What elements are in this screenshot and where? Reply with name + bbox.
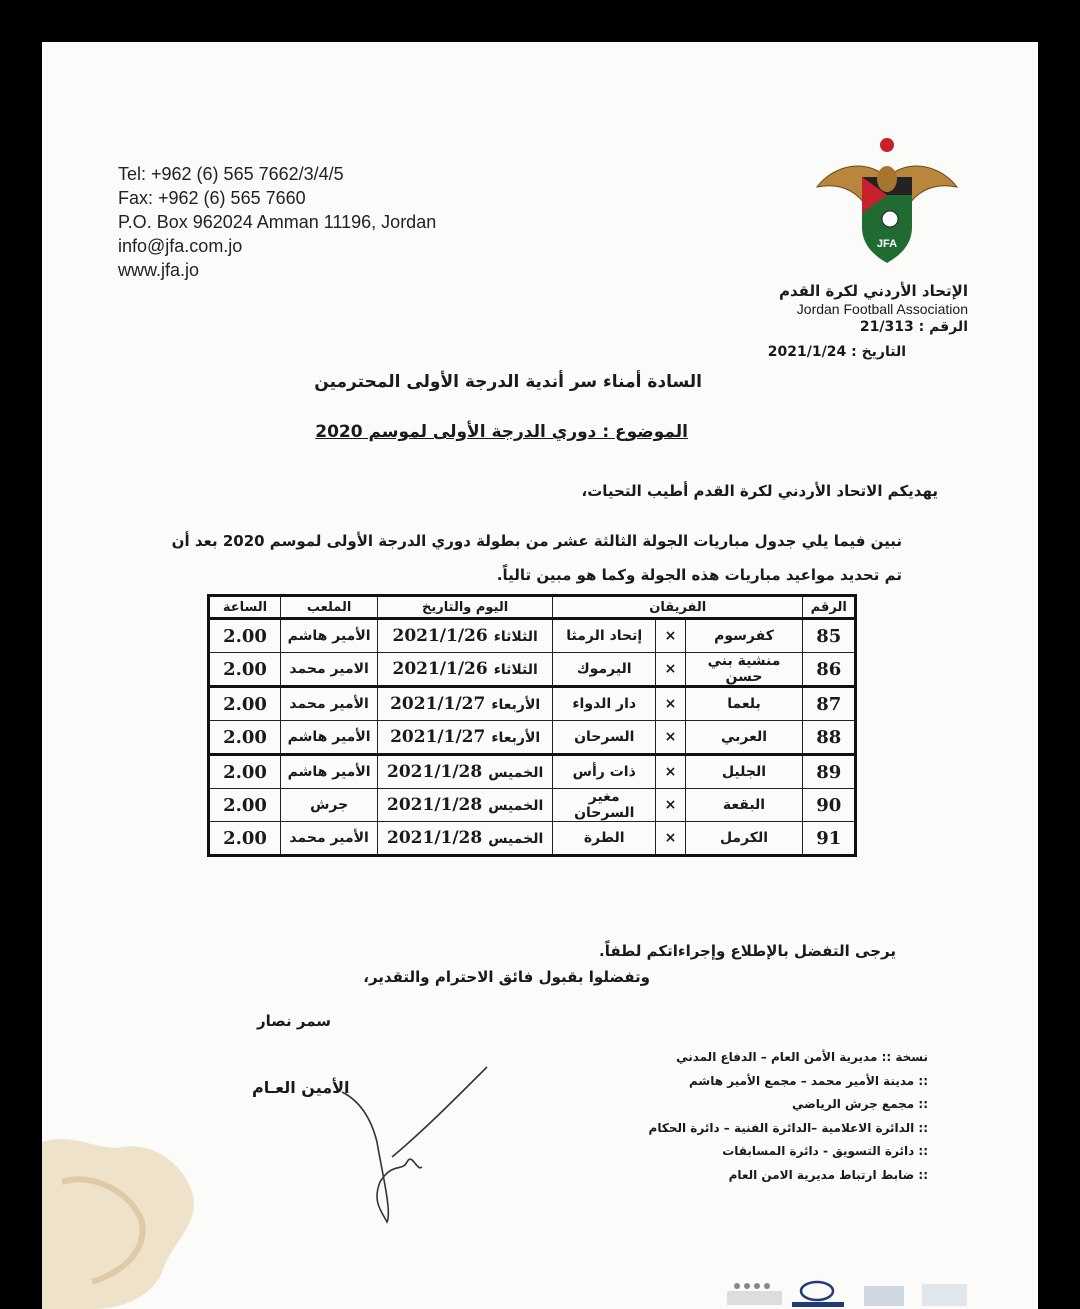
match-day: الخميس (488, 765, 544, 781)
stadium: الأمير محمد (281, 687, 378, 721)
match-day: الأربعاء (491, 730, 541, 746)
contact-website: www.jfa.jo (118, 260, 200, 280)
home-team: العربي (685, 721, 803, 755)
letter-page (42, 42, 1038, 1309)
header-time: الساعة (209, 596, 281, 619)
letter-date: التاريخ : 2021/1/24 (767, 344, 906, 360)
match-num: 86 (803, 653, 856, 687)
away-team: الطرة (553, 822, 656, 856)
vs-mark: × (656, 653, 685, 687)
signatory-title: الأمين العـام (252, 1078, 350, 1097)
vs-mark: × (656, 721, 685, 755)
match-date: 2021/1/27 (390, 727, 486, 747)
org-block (779, 282, 968, 336)
away-team: دار الدواء (553, 687, 656, 721)
match-num: 91 (803, 822, 856, 856)
org-name-ar: الإتحاد الأردني لكرة القدم (779, 282, 968, 300)
table-row (209, 721, 856, 755)
contact-email: info@jfa.com.jo (118, 236, 243, 256)
away-team: السرحان (553, 721, 656, 755)
match-num: 85 (803, 619, 856, 653)
header-teams: الفريقان (553, 596, 803, 619)
away-team: إتحاد الرمثا (553, 619, 656, 653)
jfa-logo (812, 137, 962, 267)
match-time: 2.00 (209, 822, 281, 856)
stadium: الأمير هاشم (281, 619, 378, 653)
vs-mark: × (656, 789, 685, 822)
copies-list (649, 1046, 928, 1187)
match-date: 2021/1/28 (387, 795, 483, 815)
table-row (209, 619, 856, 653)
contact-tel: Tel: +962 (6) 565 7662/3/4/5 (118, 164, 344, 184)
map-watermark (42, 1122, 232, 1309)
subject-line: الموضوع : دوري الدرجة الأولى لموسم 2020 (315, 422, 688, 442)
logo-text: JFA (876, 238, 898, 250)
table-header-row (209, 596, 856, 619)
match-date: 2021/1/26 (392, 659, 488, 679)
home-team: بلعما (685, 687, 803, 721)
away-team: مغير السرحان (553, 789, 656, 822)
signatory-name: سمر نصار (257, 1012, 332, 1030)
match-num: 88 (803, 721, 856, 755)
table-row (209, 789, 856, 822)
addressee: السادة أمناء سر أندية الدرجة الأولى المحترمين (314, 372, 702, 392)
match-day-date (378, 687, 553, 721)
letter-ref: الرقم : 21/313 (859, 319, 968, 335)
contact-fax: Fax: +962 (6) 565 7660 (118, 188, 306, 208)
vs-mark: × (656, 755, 685, 789)
home-team: الكرمل (685, 822, 803, 856)
sponsor-logos (722, 1246, 1022, 1309)
match-num: 90 (803, 789, 856, 822)
home-team: الجليل (685, 755, 803, 789)
match-day: الثلاثاء (493, 629, 538, 645)
closing-regards: وتفضلوا بقبول فائق الاحترام والتقدير، (363, 968, 650, 986)
stadium: جرش (281, 789, 378, 822)
copy-line: :: مدينة الأمير محمد – مجمع الأمير هاشم (689, 1073, 928, 1088)
table-row (209, 755, 856, 789)
home-team: كفرسوم (685, 619, 803, 653)
table-row (209, 822, 856, 856)
match-date: 2021/1/28 (387, 828, 483, 848)
org-name-en: Jordan Football Association (796, 301, 968, 317)
match-day-date (378, 653, 553, 687)
table-row (209, 653, 856, 687)
match-schedule-table (207, 594, 857, 857)
copy-line: :: دائرة التسويق - دائرة المسابقات (722, 1144, 928, 1158)
stadium: الأمير هاشم (281, 755, 378, 789)
home-team: البقعة (685, 789, 803, 822)
vs-mark: × (656, 619, 685, 653)
vs-mark: × (656, 687, 685, 721)
stadium: الامير محمد (281, 653, 378, 687)
match-day-date (378, 822, 553, 856)
match-date: 2021/1/28 (387, 762, 483, 782)
contact-block (118, 162, 436, 282)
contact-pobox: P.O. Box 962024 Amman 11196, Jordan (118, 212, 437, 232)
stadium: الأمير محمد (281, 822, 378, 856)
stadium: الأمير هاشم (281, 721, 378, 755)
match-day-date (378, 619, 553, 653)
copy-line: :: الدائرة الاعلامية –الدائرة الفنية – دائرة الحكام (648, 1120, 928, 1135)
match-day-date (378, 789, 553, 822)
away-team: اليرموك (553, 653, 656, 687)
match-time: 2.00 (209, 755, 281, 789)
match-time: 2.00 (209, 721, 281, 755)
match-day: الثلاثاء (493, 662, 538, 678)
match-date: 2021/1/27 (390, 694, 486, 714)
match-time: 2.00 (209, 687, 281, 721)
handwritten-signature (332, 1062, 492, 1232)
match-day: الخميس (488, 831, 544, 847)
table-row (209, 687, 856, 721)
copy-line: :: ضابط ارتباط مديرية الامن العام (728, 1167, 928, 1182)
match-time: 2.00 (209, 619, 281, 653)
greeting: يهديكم الاتحاد الأردني لكرة القدم أطيب التحيات، (581, 482, 938, 500)
match-time: 2.00 (209, 653, 281, 687)
match-day-date (378, 755, 553, 789)
match-date: 2021/1/26 (392, 626, 488, 646)
header-num: الرقم (803, 596, 856, 619)
match-day-date (378, 721, 553, 755)
away-team: ذات رأس (553, 755, 656, 789)
header-day-date: اليوم والتاريخ (378, 596, 553, 619)
match-time: 2.00 (209, 789, 281, 822)
header-stadium: الملعب (281, 596, 378, 619)
home-team: منشية بني حسن (685, 653, 803, 687)
match-num: 87 (803, 687, 856, 721)
copy-line: نسخة :: مديرية الأمن العام – الدفاع المدني (676, 1050, 928, 1064)
match-day: الخميس (488, 798, 544, 814)
closing-request: يرجى التفضل بالإطلاع وإجراءاتكم لطفاً. (599, 942, 896, 960)
vs-mark: × (656, 822, 685, 856)
match-day: الأربعاء (491, 697, 541, 713)
match-num: 89 (803, 755, 856, 789)
copy-line: :: مجمع جرش الرياضي (792, 1097, 928, 1111)
body-paragraph: نبين فيما يلي جدول مباريات الجولة الثالثة عشر من بطولة دوري الدرجة الأولى لموسم 2020 بعد أن تم تحديد مواعيد مباريات هذه الجولة وكما هو مبين تالياً. (171, 532, 902, 584)
